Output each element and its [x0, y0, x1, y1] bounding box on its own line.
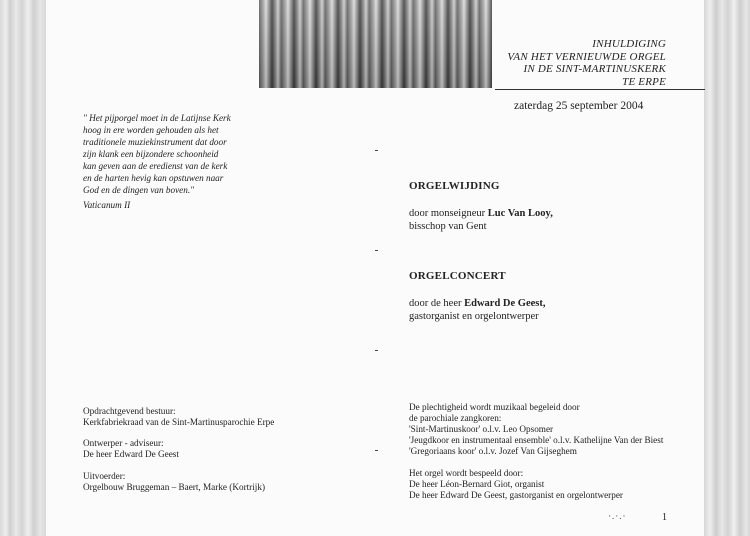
credit-value: De heer Edward De Geest [83, 449, 179, 459]
organ-pipes-image-left [0, 0, 46, 536]
quote-line: kan geven aan de eredienst van de kerk [83, 161, 228, 171]
quote-source: Vaticanum II [83, 200, 131, 210]
orgelwijding-name: Luc Van Looy, [487, 208, 553, 219]
title-line: TE ERPE [622, 75, 666, 88]
title-line: VAN HET VERNIEUWDE ORGEL [507, 50, 666, 63]
credit-label: Uitvoerder: [83, 471, 126, 481]
music-intro-line: De plechtigheid wordt muzikaal begeleid door [409, 402, 580, 412]
orgelwijding-role: bisschop van Gent [409, 221, 487, 232]
organist-item: De heer Léon-Bernard Giot, organist [409, 479, 545, 489]
choir-name: 'Gregoriaans koor' [409, 446, 477, 456]
decorative-dots: ·.·.· [608, 511, 627, 521]
quote-line: en de harten hevig kan opstuwen naar [83, 173, 224, 183]
orgelconcert-prefix: door de heer [409, 298, 465, 309]
credit-value: Kerkfabriekraad van de Sint-Martinusparochie Erpe [83, 417, 275, 427]
orgelwijding-heading: ORGELWIJDING [409, 180, 500, 192]
choir-item [409, 446, 663, 457]
fold-marks [375, 150, 376, 450]
event-date: zaterdag 25 september 2004 [514, 100, 644, 112]
page-number: 1 [662, 512, 667, 523]
orgelconcert-text [409, 297, 545, 323]
credit-item [83, 438, 179, 460]
quote-line: hoog in ere worden gehouden als het [83, 125, 219, 135]
choir-name: 'Jeugdkoor en instrumentaal ensemble' [409, 435, 551, 445]
title-divider [495, 89, 705, 90]
choir-name: 'Sint-Martinuskoor' [409, 424, 481, 434]
choir-lead: o.l.v. Kathelijne Van der Biest [550, 435, 664, 445]
credit-item [83, 406, 274, 428]
credit-label: Ontwerper - adviseur: [83, 438, 164, 448]
orgelconcert-heading: ORGELCONCERT [409, 270, 506, 282]
orgelwijding-prefix: door monseigneur [409, 208, 488, 219]
orgelconcert-role: gastorganist en orgelontwerper [409, 311, 539, 322]
quote-line: " Het pijporgel moet in de Latijnse Kerk [83, 113, 231, 123]
organ-pipes-image-top [259, 0, 492, 88]
choir-lead: o.l.v. Leo Opsomer [480, 424, 554, 434]
choir-lead: o.l.v. Jozef Van Gijseghem [476, 446, 577, 456]
quote-line: God en de dingen van boven." [83, 185, 195, 195]
quote-block [83, 112, 283, 196]
quote-line: traditionele muziekinstrument dat door [83, 137, 227, 147]
music-intro-line: de parochiale zangkoren: [409, 413, 502, 423]
organ-pipes-image-right [704, 0, 750, 536]
organ-intro: Het orgel wordt bespeeld door: [409, 468, 524, 478]
orgelwijding-text [409, 207, 553, 233]
organist-item: De heer Edward De Geest, gastorganist en orgelontwerper [409, 490, 623, 500]
quote-line: zijn klank een bijzondere schoonheid [83, 149, 219, 159]
event-title [507, 38, 666, 88]
choir-item [409, 435, 663, 446]
credit-label: Opdrachtgevend bestuur: [83, 406, 176, 416]
credit-item [83, 471, 265, 493]
title-line: INHULDIGING [592, 38, 666, 50]
choir-item [409, 424, 663, 435]
orgelconcert-name: Edward De Geest, [464, 298, 546, 309]
title-line: IN DE SINT-MARTINUSKERK [523, 63, 666, 75]
credit-value: Orgelbouw Bruggeman – Baert, Marke (Kortrijk) [83, 482, 266, 492]
music-credits [409, 402, 663, 501]
